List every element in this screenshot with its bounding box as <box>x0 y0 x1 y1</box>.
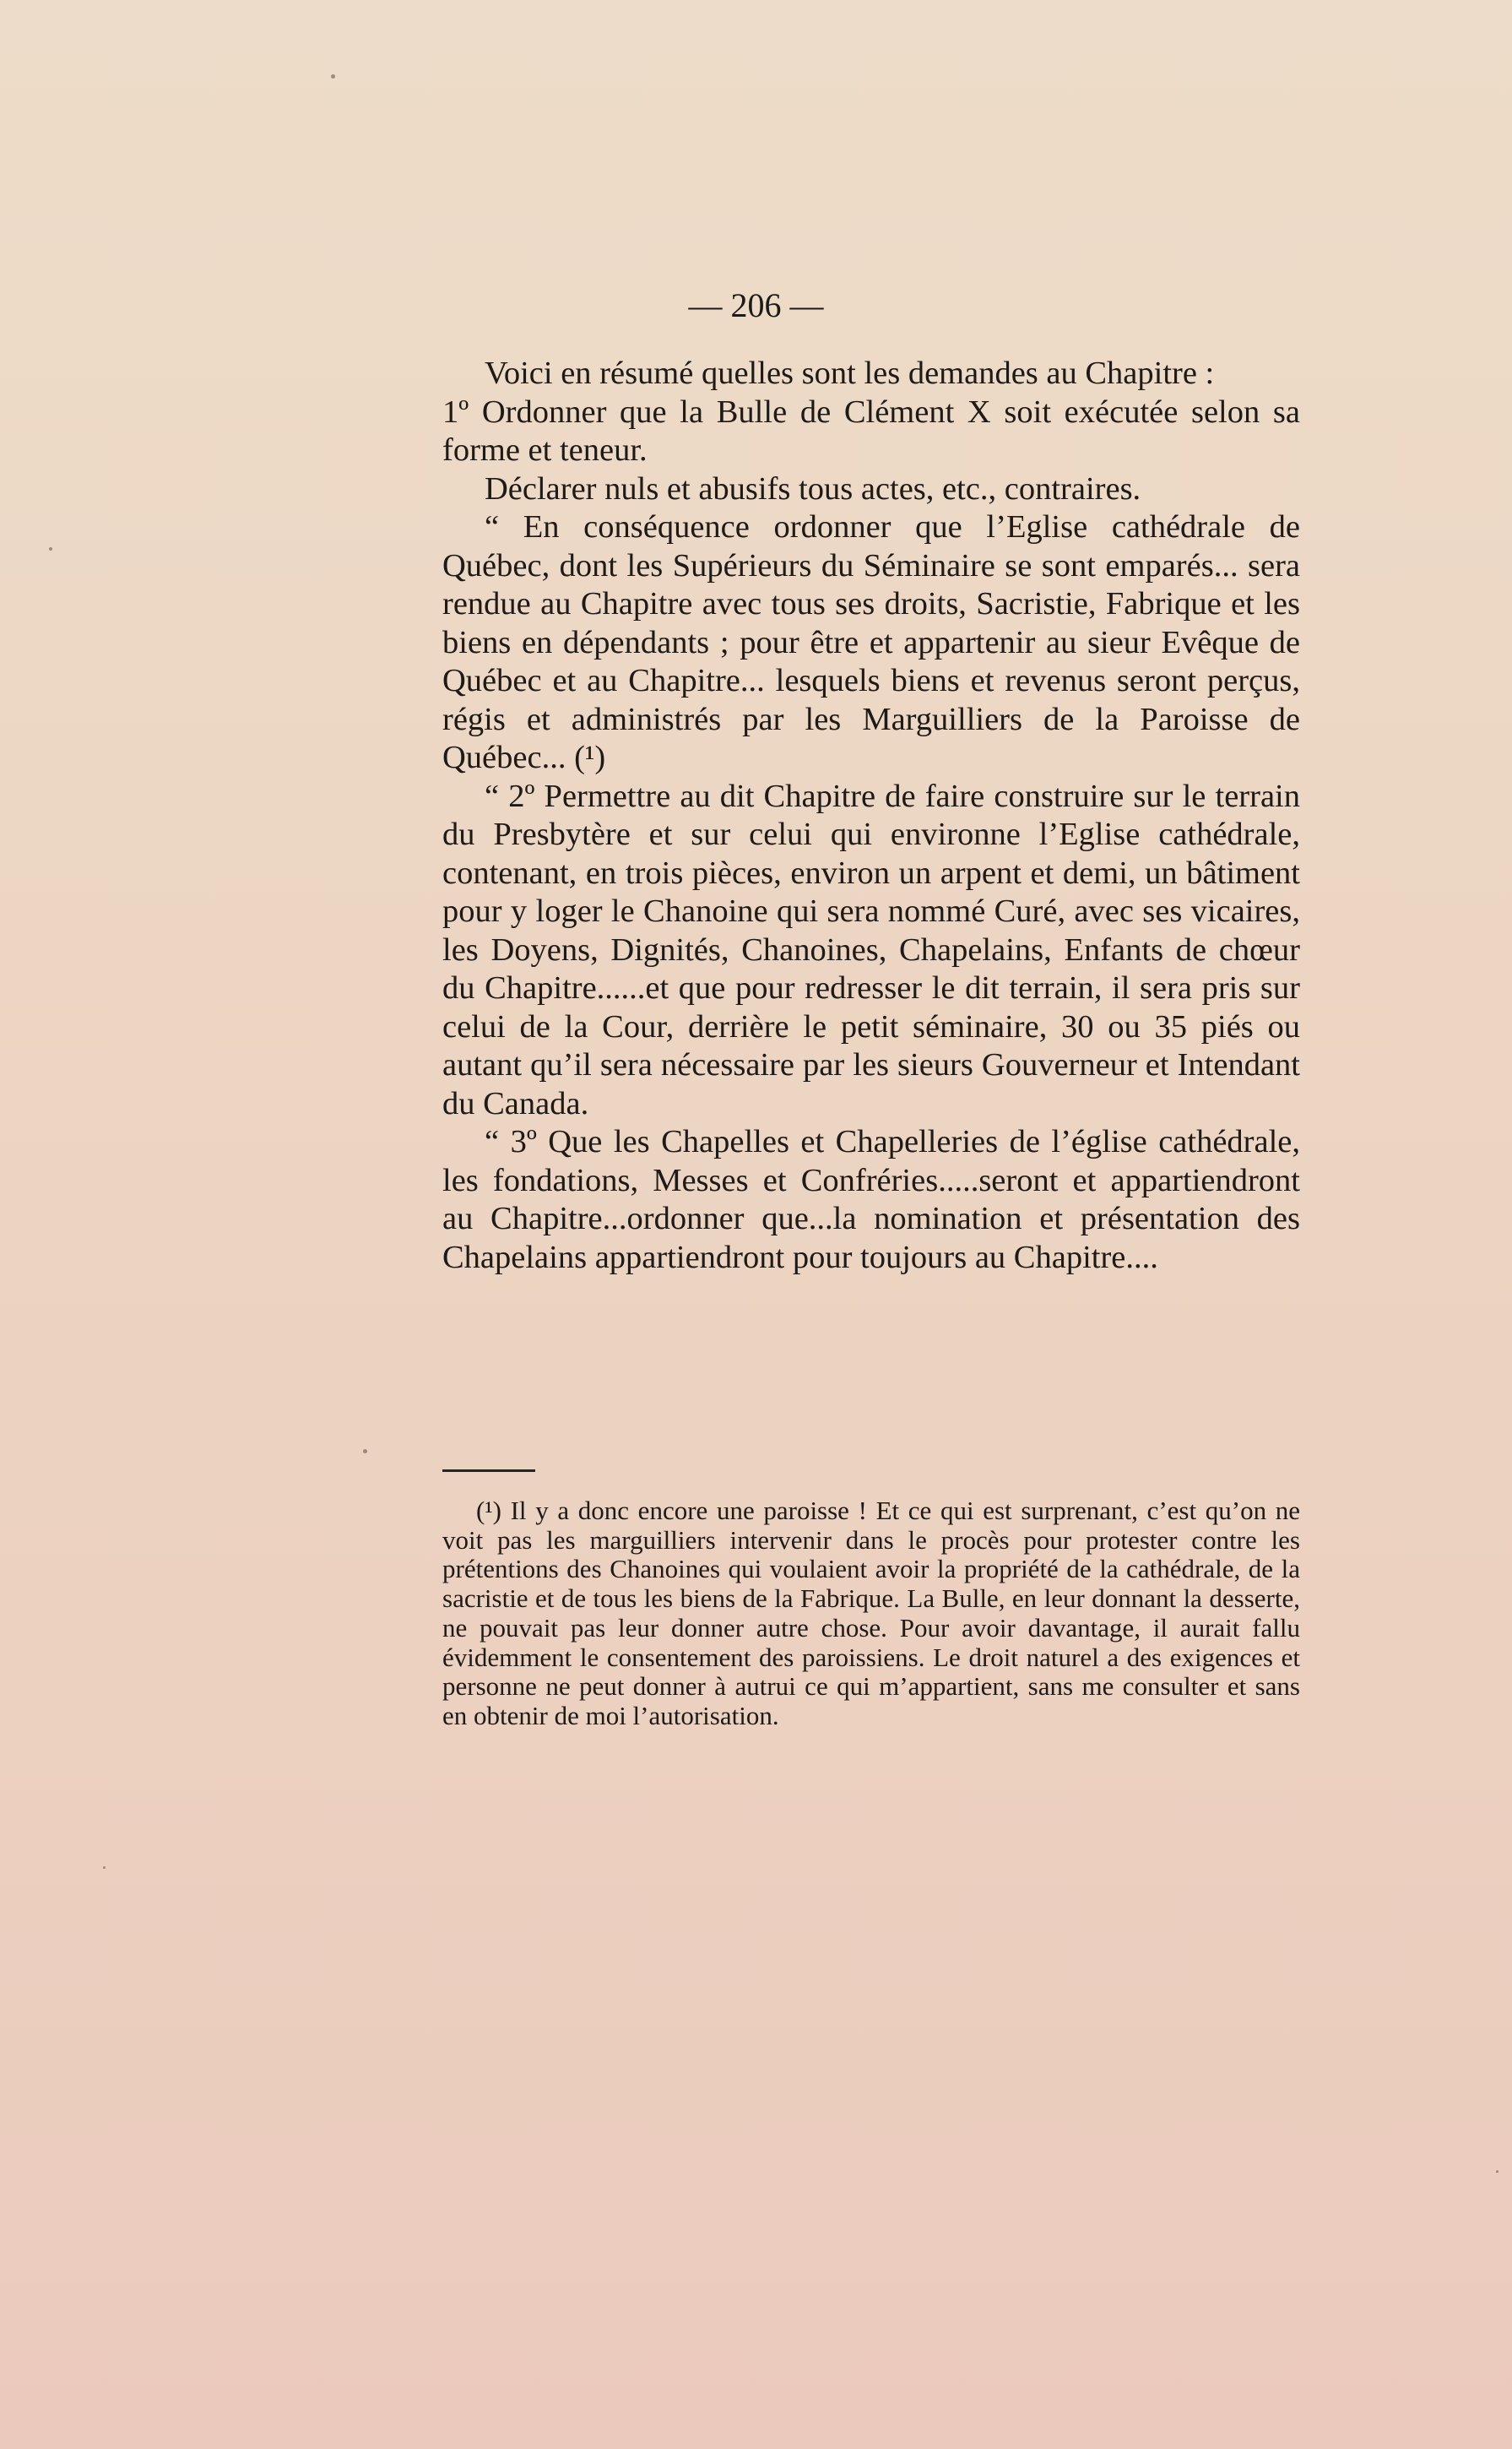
paper-speck <box>103 1866 106 1869</box>
paper-speck <box>331 74 335 79</box>
footnote-rule <box>442 1469 535 1472</box>
paper-speck <box>1496 2170 1498 2173</box>
paragraph-demand-3: “ 3º Que les Chapelles et Chapelleries de l’église cathédrale, les fondations, Messes et Confréries.....seront et appartiendront au Chapitre...ordonner que...la nomination et présentation des Chapelains appartiendront pour toujours au Chapitre.... <box>442 1124 1300 1275</box>
page-number: — 206 — <box>688 286 824 324</box>
paper-speck <box>49 547 52 551</box>
paragraph-demand-1: 1º Ordonner que la Bulle de Clément X soit exécutée selon sa forme et teneur. <box>442 394 1300 468</box>
paragraph-cathedral-returned: “ En conséquence ordonner que l’Eglise cathédrale de Québec, dont les Supérieurs du Séminaire se sont emparés... sera rendue au Chapitre avec tous ses droits, Sacristie, Fabrique et les biens en dépendants ; pour être et appartenir au sieur Evêque de Québec et au Chapitre... lesquels biens et revenus seront perçus, régis et administrés par les Marguilliers de la Paroisse de Québec... (¹) <box>442 509 1300 775</box>
footnote: (¹) Il y a donc encore une paroisse ! Et ce qui est surprenant, c’est qu’on ne voit pas les marguilliers intervenir dans le procès pour protester contre les prétentions des Chanoines qui voulaient avoir la propriété de la cathédrale, de la sacristie et de tous les biens de la Fabrique. La Bulle, en leur donnant la desserte, ne pouvait pas leur donner autre chose. Pour avoir davantage, il aurait fallu évidemment le consentement des paroissiens. Le droit naturel a des exigences et personne ne peut donner à autrui ce qui m’appartient, sans me consulter et sans en obtenir de moi l’autorisation. <box>442 1496 1300 1730</box>
paragraph-demand-2: “ 2º Permettre au dit Chapitre de faire construire sur le terrain du Presbytère et sur celui qui environne l’Eglise cathédrale, contenant, en trois pièces, environ un arpent et demi, un bâtiment pour y loger le Chanoine qui sera nommé Curé, avec ses vicaires, les Doyens, Dignités, Chanoines, Chapelains, Enfants de chœur du Chapitre......et que pour redresser le dit terrain, il sera pris sur celui de la Cour, derrière le petit séminaire, 30 ou 35 piés ou autant qu’il sera nécessaire par les sieurs Gouverneur et Intendant du Canada. <box>442 778 1300 1121</box>
paragraph-declare-null: Déclarer nuls et abusifs tous actes, etc., contraires. <box>485 470 1141 507</box>
main-text <box>442 355 1300 1277</box>
paragraph-demands-intro: Voici en résumé quelles sont les demandes au Chapitre : <box>485 356 1215 391</box>
paper-speck <box>363 1449 367 1453</box>
